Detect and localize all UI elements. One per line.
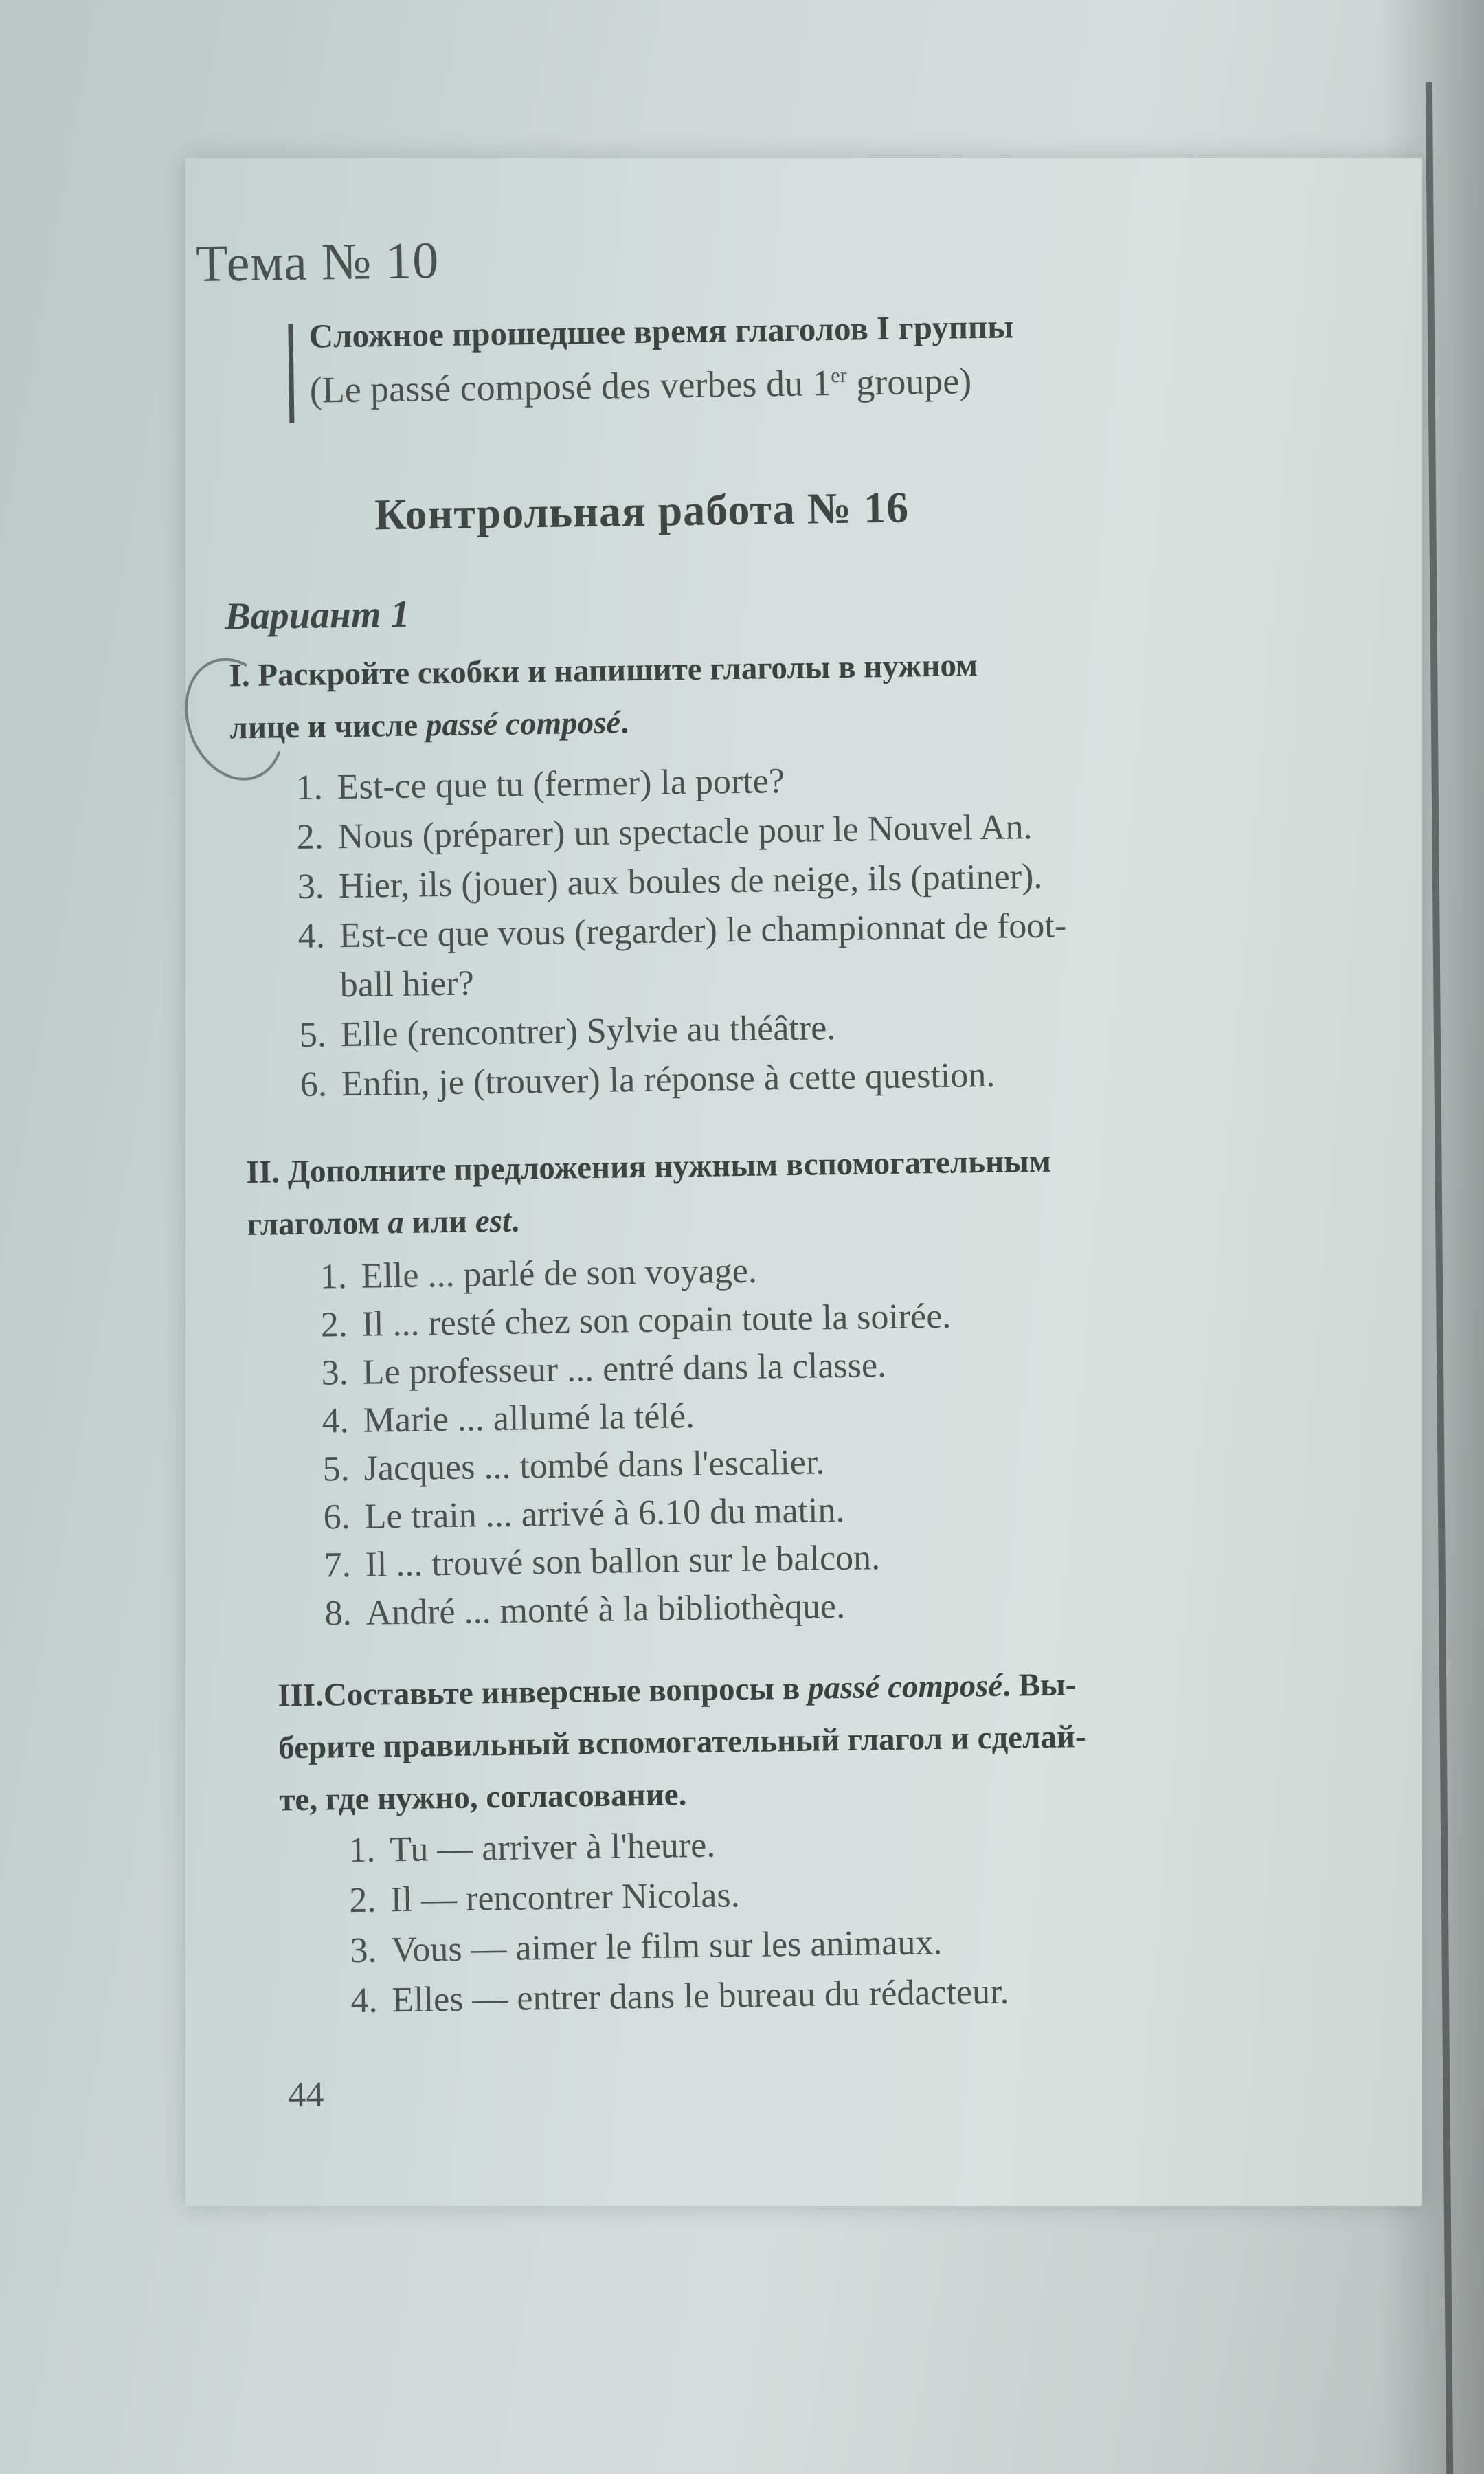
task1-line2-italic: passé composé bbox=[425, 704, 621, 744]
task2-item-number: 4. bbox=[322, 1401, 350, 1441]
task2-line2 bbox=[247, 1188, 1052, 1251]
subtitle-french-main: (Le passé composé des verbes du 1 bbox=[309, 362, 831, 411]
task1-item-number: 4. bbox=[297, 916, 326, 956]
task2-line2-text: глаголом bbox=[247, 1205, 388, 1243]
variant-heading: Вариант 1 bbox=[224, 592, 410, 638]
task2-item bbox=[319, 1251, 757, 1297]
task1-item-text: Hier, ils (jouer) aux boules de neige, ils (patiner). bbox=[338, 856, 1043, 906]
task3-item bbox=[349, 1875, 740, 1921]
task1-item-number: 2. bbox=[296, 817, 324, 857]
task3-line1-text: III.Составьте инверсные вопросы в bbox=[277, 1670, 809, 1714]
task1-item-text: Enfin, je (trouver) la réponse à cette question. bbox=[341, 1055, 996, 1104]
task2-line2-est: est bbox=[475, 1203, 512, 1240]
task2-item bbox=[324, 1586, 845, 1634]
subtitle-french-sup: er bbox=[831, 364, 847, 388]
task3-item-text: Elles — entrer dans le bureau du rédacteur. bbox=[392, 1972, 1009, 2020]
task1-item bbox=[297, 856, 1042, 907]
task1-item bbox=[300, 1055, 995, 1105]
task3-line1-end: . Вы- bbox=[1002, 1667, 1077, 1704]
task1-item-text: Nous (préparer) un spectacle pour le Nouvel An. bbox=[337, 807, 1033, 857]
task2-item-text: André ... monté à la bibliothèque. bbox=[366, 1586, 846, 1633]
subtitle-french bbox=[309, 359, 971, 411]
task3-line1-italic: passé composé bbox=[807, 1667, 1003, 1706]
task2-item-text: Marie ... allumé la télé. bbox=[363, 1396, 695, 1440]
task2-item-text: Elle ... parlé de son voyage. bbox=[361, 1251, 758, 1296]
task1-line2-text: лице и числе bbox=[229, 707, 427, 746]
task2-item-number: 2. bbox=[320, 1305, 348, 1345]
task1-item bbox=[299, 1007, 835, 1056]
task3-line2: берите правильный вспомогательный глагол и сделай- bbox=[278, 1719, 1086, 1766]
page-number: 44 bbox=[287, 2075, 324, 2115]
task3-item-text: Vous — aimer le film sur les animaux. bbox=[391, 1923, 943, 1970]
task1-number: I. bbox=[229, 657, 250, 694]
task3-item-number: 4. bbox=[350, 1981, 378, 2021]
task1-item bbox=[296, 807, 1032, 858]
task2-heading bbox=[246, 1135, 1052, 1251]
task3-item-text: Tu — arriver à l'heure. bbox=[390, 1825, 716, 1870]
task2-line2-end: . bbox=[510, 1203, 520, 1239]
task1-line1-text: Раскройте скобки и напишите глаголы в нужном bbox=[257, 647, 978, 693]
task1-item-text: Est-ce que vous (regarder) le championnat de foot- bbox=[339, 906, 1067, 956]
task2-line1: II. Дополните предложения нужным вспомогательным bbox=[246, 1143, 1052, 1191]
task3-item bbox=[350, 1972, 1009, 2021]
task2-item-text: Jacques ... tombé dans l'escalier. bbox=[363, 1442, 825, 1489]
work-title: Контрольная работа № 16 bbox=[374, 482, 910, 539]
task3-item bbox=[348, 1825, 716, 1871]
task1-item-number: 6. bbox=[300, 1065, 328, 1104]
task1-item-text: ball hier? bbox=[339, 963, 475, 1005]
task3-line3: те, где нужно, согласование. bbox=[279, 1776, 687, 1818]
subtitle-french-end: groupe) bbox=[846, 360, 972, 403]
task2-item bbox=[321, 1345, 886, 1393]
task3-item-number: 1. bbox=[348, 1830, 376, 1871]
task2-item bbox=[322, 1442, 824, 1489]
task2-item-text: Il ... resté chez son copain toute la soirée. bbox=[361, 1296, 952, 1344]
topic-title: Тема № 10 bbox=[195, 232, 440, 293]
task2-item-number: 8. bbox=[324, 1593, 352, 1634]
task1-item-number: 5. bbox=[299, 1015, 327, 1055]
task1-item bbox=[298, 963, 474, 1006]
task3-item-number: 3. bbox=[350, 1930, 377, 1971]
task1-item bbox=[295, 761, 785, 808]
task2-item-text: Il ... trouvé son ballon sur le balcon. bbox=[365, 1538, 881, 1585]
task2-item-number: 6. bbox=[323, 1497, 351, 1537]
task1-item-number: 3. bbox=[297, 867, 325, 906]
task3-item bbox=[350, 1922, 943, 1971]
subtitle-bar bbox=[288, 324, 294, 423]
task2-item-number: 7. bbox=[324, 1545, 352, 1585]
task2-line2-a: a bbox=[387, 1204, 405, 1241]
task1-item-number: 1. bbox=[295, 768, 324, 807]
task2-item-text: Le train ... arrivé à 6.10 du matin. bbox=[364, 1490, 845, 1537]
task1-line2 bbox=[229, 691, 979, 754]
task2-item-number: 1. bbox=[319, 1257, 348, 1297]
task1-item-number bbox=[299, 996, 340, 997]
task1-item-text: Est-ce que tu (fermer) la porte? bbox=[337, 761, 785, 807]
task1-item bbox=[297, 905, 1066, 957]
task3-item-number: 2. bbox=[349, 1880, 376, 1921]
task2-item-number: 5. bbox=[322, 1449, 350, 1489]
task2-item bbox=[324, 1537, 880, 1585]
task2-item-number: 3. bbox=[321, 1353, 349, 1393]
task1-heading bbox=[229, 639, 979, 754]
task1-line1 bbox=[229, 639, 978, 702]
task2-item bbox=[323, 1490, 845, 1538]
task3-item-text: Il — rencontrer Nicolas. bbox=[390, 1875, 741, 1920]
task2-item bbox=[320, 1296, 951, 1346]
subtitle-russian: Сложное прошедшее время глаголов I группы bbox=[308, 307, 1014, 355]
task2-item-text: Le professeur ... entré dans la classe. bbox=[362, 1346, 887, 1392]
task3-heading bbox=[278, 1658, 1087, 1826]
task2-line2-mid: или bbox=[403, 1203, 476, 1240]
task1-line2-end: . bbox=[620, 704, 629, 741]
task1-item-text: Elle (rencontrer) Sylvie au théâtre. bbox=[340, 1008, 836, 1055]
task2-item bbox=[322, 1396, 695, 1442]
